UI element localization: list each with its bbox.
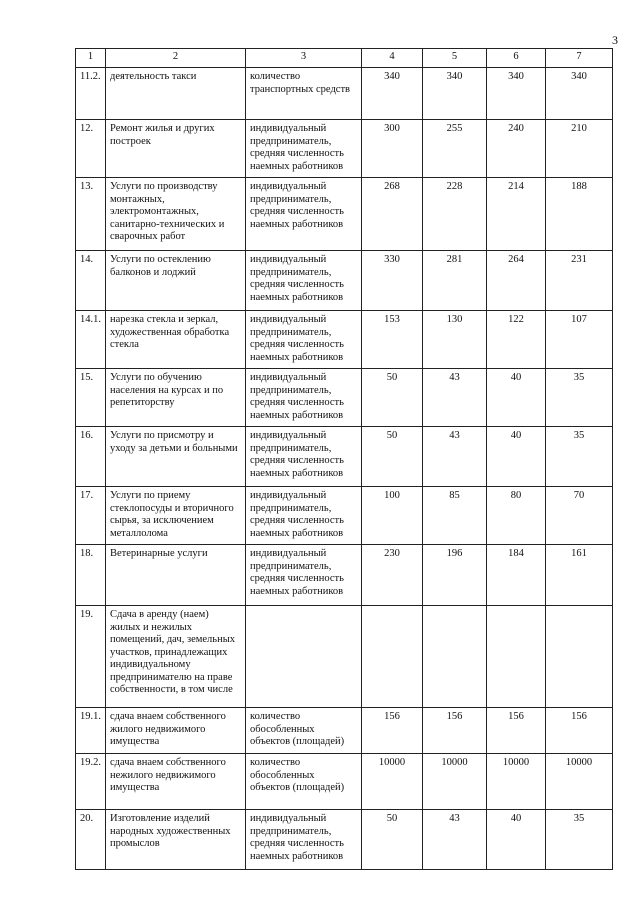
table-header-row [76,49,613,68]
page-number: 3 [612,33,618,47]
service-name: Услуги по приему стеклопосуды и вторичного сырья, за исключением металлолома [106,487,246,545]
row-number: 19. [76,606,106,708]
value-col-7: 231 [546,251,613,311]
value-col-6: 156 [487,708,546,754]
value-col-4: 50 [362,369,423,427]
row-number: 13. [76,178,106,251]
value-col-5: 281 [423,251,487,311]
unit-indicator: индивидуальный предприниматель, средняя численность наемных работников [246,178,362,251]
unit-indicator [246,606,362,708]
value-col-5 [423,606,487,708]
table-row [76,606,613,708]
value-col-5: 156 [423,708,487,754]
value-col-7: 35 [546,427,613,487]
value-col-6: 264 [487,251,546,311]
unit-indicator: количество транспортных средств [246,68,362,120]
value-col-7: 340 [546,68,613,120]
value-col-6: 40 [487,427,546,487]
value-col-4: 10000 [362,754,423,810]
service-name: Услуги по остеклению балконов и лоджий [106,251,246,311]
table-row [76,68,613,120]
value-col-5: 10000 [423,754,487,810]
unit-indicator: индивидуальный предприниматель, средняя численность наемных работников [246,120,362,178]
service-name: Ремонт жилья и других построек [106,120,246,178]
service-name: сдача внаем собственного жилого недвижимого имущества [106,708,246,754]
value-col-4 [362,606,423,708]
value-col-7: 156 [546,708,613,754]
row-number: 15. [76,369,106,427]
table-row [76,311,613,369]
value-col-6: 240 [487,120,546,178]
unit-indicator: индивидуальный предприниматель, средняя численность наемных работников [246,487,362,545]
value-col-7: 35 [546,810,613,870]
value-col-7 [546,606,613,708]
unit-indicator: индивидуальный предприниматель, средняя численность наемных работников [246,251,362,311]
row-number: 18. [76,545,106,606]
value-col-5: 43 [423,369,487,427]
value-col-6: 340 [487,68,546,120]
service-name: Изготовление изделий народных художественных промыслов [106,810,246,870]
table-row [76,427,613,487]
value-col-4: 156 [362,708,423,754]
value-col-7: 107 [546,311,613,369]
service-name: Сдача в аренду (наем) жилых и нежилых помещений, дач, земельных участков, принадлежащих индивидуальному предпринимателю на праве собственности, в том числе [106,606,246,708]
table-row [76,487,613,545]
table-row [76,754,613,810]
table-row [76,708,613,754]
value-col-5: 43 [423,427,487,487]
value-col-5: 340 [423,68,487,120]
value-col-4: 50 [362,427,423,487]
column-header: 6 [487,49,546,68]
row-number: 11.2. [76,68,106,120]
value-col-6: 214 [487,178,546,251]
value-col-4: 268 [362,178,423,251]
row-number: 16. [76,427,106,487]
value-col-7: 210 [546,120,613,178]
column-header: 7 [546,49,613,68]
table-row [76,120,613,178]
column-header: 1 [76,49,106,68]
value-col-6: 184 [487,545,546,606]
value-col-5: 228 [423,178,487,251]
column-header: 4 [362,49,423,68]
value-col-4: 230 [362,545,423,606]
service-name: Услуги по присмотру и уходу за детьми и больными [106,427,246,487]
service-name: Услуги по обучению населения на курсах и по репетиторству [106,369,246,427]
value-col-6: 122 [487,311,546,369]
table-row [76,369,613,427]
value-col-4: 153 [362,311,423,369]
value-col-6: 40 [487,810,546,870]
value-col-5: 85 [423,487,487,545]
value-col-4: 340 [362,68,423,120]
unit-indicator: индивидуальный предприниматель, средняя численность наемных работников [246,369,362,427]
row-number: 14.1. [76,311,106,369]
table-row [76,810,613,870]
value-col-7: 70 [546,487,613,545]
row-number: 17. [76,487,106,545]
column-header: 3 [246,49,362,68]
value-col-6: 10000 [487,754,546,810]
row-number: 19.1. [76,708,106,754]
value-col-6: 80 [487,487,546,545]
column-header: 2 [106,49,246,68]
unit-indicator: количество обособленных объектов (площадей) [246,708,362,754]
value-col-7: 161 [546,545,613,606]
value-col-4: 50 [362,810,423,870]
unit-indicator: количество обособленных объектов (площадей) [246,754,362,810]
value-col-4: 300 [362,120,423,178]
row-number: 14. [76,251,106,311]
value-col-7: 188 [546,178,613,251]
row-number: 19.2. [76,754,106,810]
value-col-4: 100 [362,487,423,545]
unit-indicator: индивидуальный предприниматель, средняя численность наемных работников [246,427,362,487]
value-col-6: 40 [487,369,546,427]
service-name: Услуги по производству монтажных, электромонтажных, санитарно-технических и сварочных работ [106,178,246,251]
value-col-5: 255 [423,120,487,178]
service-name: сдача внаем собственного нежилого недвижимого имущества [106,754,246,810]
value-col-6 [487,606,546,708]
row-number: 20. [76,810,106,870]
unit-indicator: индивидуальный предприниматель, средняя численность наемных работников [246,311,362,369]
service-name: Ветеринарные услуги [106,545,246,606]
services-table [75,48,613,870]
unit-indicator: индивидуальный предприниматель, средняя численность наемных работников [246,810,362,870]
table-row [76,178,613,251]
table-row [76,545,613,606]
table-row [76,251,613,311]
value-col-5: 43 [423,810,487,870]
value-col-7: 10000 [546,754,613,810]
service-name: деятельность такси [106,68,246,120]
value-col-4: 330 [362,251,423,311]
value-col-5: 130 [423,311,487,369]
column-header: 5 [423,49,487,68]
value-col-7: 35 [546,369,613,427]
row-number: 12. [76,120,106,178]
value-col-5: 196 [423,545,487,606]
service-name: нарезка стекла и зеркал, художественная обработка стекла [106,311,246,369]
unit-indicator: индивидуальный предприниматель, средняя численность наемных работников [246,545,362,606]
